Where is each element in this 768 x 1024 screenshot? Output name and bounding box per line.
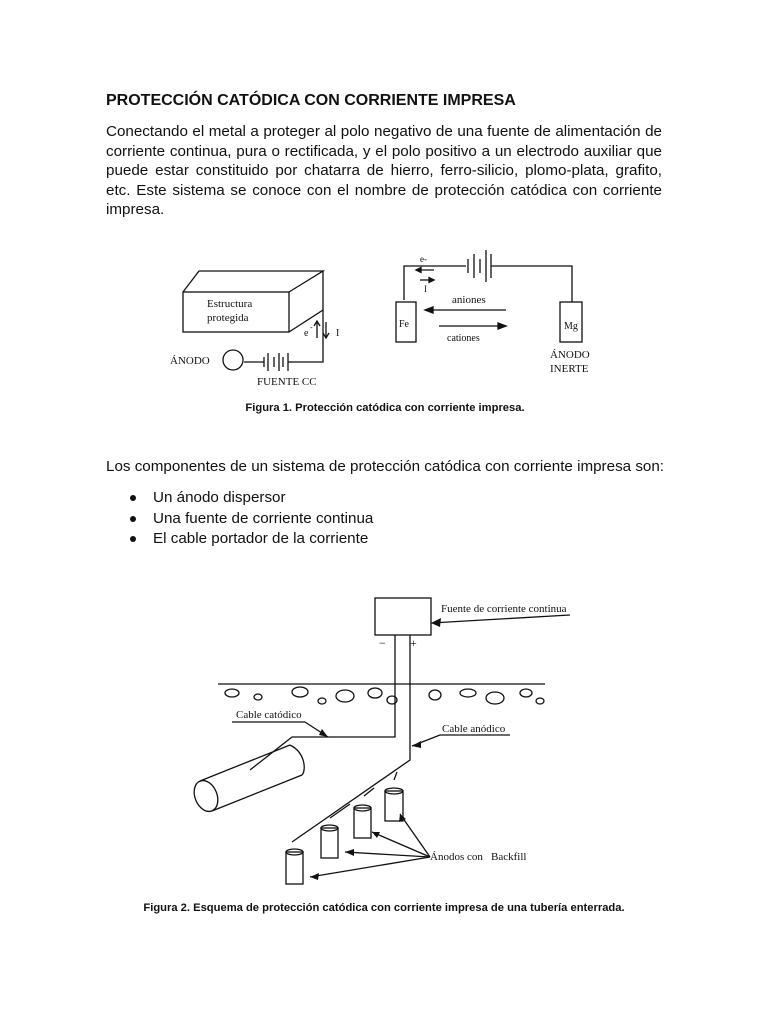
- list-item-text: Una fuente de corriente continua: [153, 509, 374, 527]
- anions-label: aniones: [452, 294, 486, 306]
- bullet-icon: [130, 536, 136, 542]
- figure-2-caption: Figura 2. Esquema de protección catódica con corriente impresa de una tubería enterrada.: [143, 902, 625, 914]
- inert-anode-label-1: ÁNODO: [550, 349, 590, 361]
- plus-sign: +: [410, 636, 417, 650]
- inert-anode-label-2: INERTE: [550, 363, 589, 375]
- anode-cable-label: Cable anódico: [442, 723, 506, 735]
- structure-wire: [295, 310, 323, 362]
- backfill-label: Backfill: [491, 851, 527, 863]
- battery-symbol: [244, 353, 295, 371]
- figure-2-diagram: [0, 585, 768, 915]
- electron-superscript: -: [310, 323, 313, 332]
- anode-cable: [292, 635, 410, 842]
- electron-label: e: [304, 328, 309, 339]
- right-electron-label: e-: [420, 254, 427, 264]
- list-item: [106, 530, 373, 551]
- current-label: I: [336, 328, 340, 339]
- anode-label: ÁNODO: [170, 355, 210, 367]
- components-intro: Los componentes de un sistema de protección catódica con corriente impresa son:: [106, 458, 665, 475]
- anode-branch: [330, 804, 350, 818]
- intro-paragraph: Conectando el metal a proteger al polo negativo de una fuente de alimentación de corriente continua, pura o rectificada, y el polo positivo a un electrodo auxiliar que puede estar constituido por chatarra de hierro, ferro-silicio, plomo-plata, grafito, etc. Este sistema se conoce con el nombre de protección catódica con corriente impresa.: [106, 123, 662, 218]
- anode-cylinder: [321, 825, 338, 858]
- anodes-label: Ánodos con: [430, 851, 483, 863]
- dc-source-box: [375, 598, 431, 635]
- anode-pointer-arrows: [310, 814, 430, 877]
- anode-cylinder: [354, 805, 371, 838]
- cathode-cable-label: Cable catódico: [236, 709, 302, 721]
- figure-1-caption: Figura 1. Protección catódica con corriente impresa.: [245, 402, 525, 414]
- mg-label: Mg: [564, 321, 578, 332]
- list-item: [106, 489, 373, 510]
- right-battery-symbol: [468, 250, 491, 282]
- anode-branch: [394, 772, 397, 780]
- current-arrows: [314, 321, 329, 338]
- bullet-icon: [130, 495, 136, 501]
- anode-circle: [223, 350, 243, 370]
- anode-cylinder: [286, 849, 303, 884]
- arrowheads: [310, 618, 441, 880]
- list-item-text: Un ánodo dispersor: [153, 489, 286, 506]
- components-list: [106, 489, 373, 551]
- figure-1-diagram: [0, 0, 768, 400]
- buried-pipe: [190, 745, 304, 815]
- cations-label: cationes: [447, 333, 480, 344]
- page-title: PROTECCIÓN CATÓDICA CON CORRIENTE IMPRESA: [106, 92, 516, 109]
- structure-label-2: protegida: [207, 312, 249, 324]
- right-current-label: I: [424, 284, 427, 294]
- bullet-icon: [130, 516, 136, 522]
- source-leader: [431, 615, 570, 623]
- soil-stones: [225, 687, 544, 704]
- structure-label-1: Estructura: [207, 298, 253, 310]
- protected-structure-box: [183, 271, 323, 332]
- source-box-label: Fuente de corriente continua: [441, 603, 567, 615]
- source-label: FUENTE CC: [257, 376, 317, 388]
- minus-sign: −: [379, 636, 386, 650]
- list-item-text: El cable portador de la corriente: [153, 530, 369, 547]
- list-item: [106, 510, 373, 531]
- right-circuit-wires: [404, 266, 572, 302]
- cathode-cable: [250, 635, 395, 770]
- fe-label: Fe: [399, 319, 409, 330]
